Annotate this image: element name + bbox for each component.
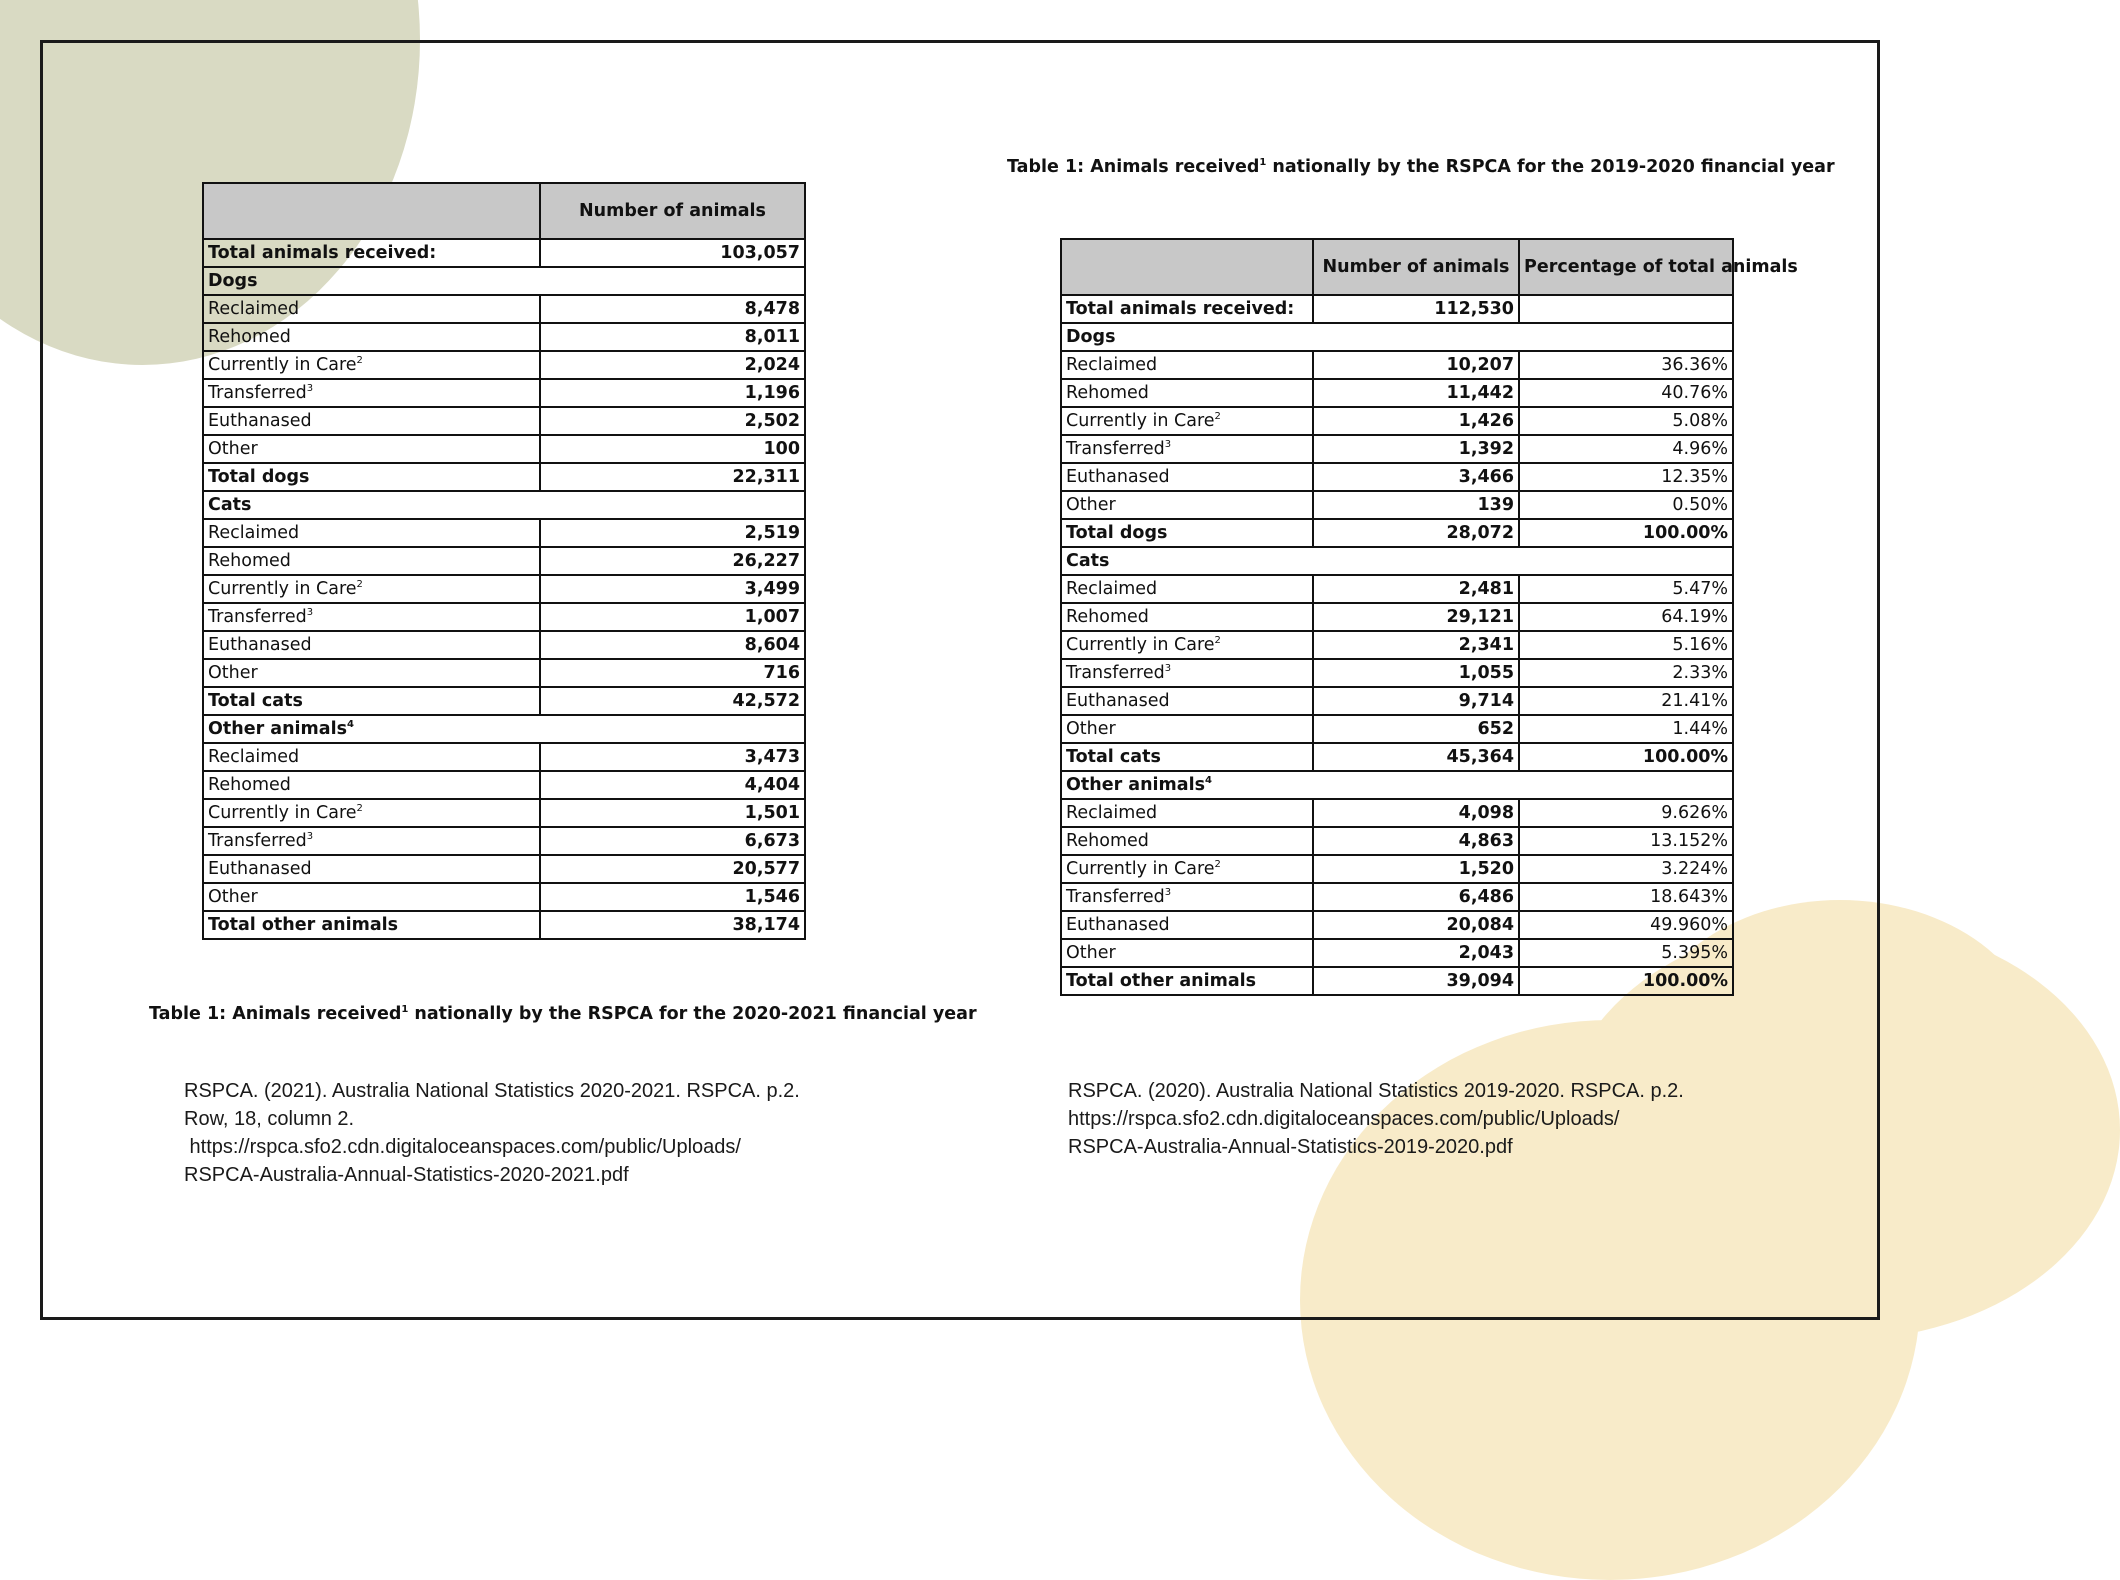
section-header-row xyxy=(1061,323,1733,351)
reference-url[interactable]: RSPCA-Australia-Annual-Statistics-2020-2021.pdf xyxy=(184,1164,629,1186)
header-blank-cell xyxy=(1061,239,1313,295)
table-row xyxy=(1061,715,1733,743)
row-label: Total animals received: xyxy=(1061,295,1313,323)
row-label: Euthanased xyxy=(203,407,540,435)
row-value: 1,426 xyxy=(1313,407,1519,435)
row-label: Rehomed xyxy=(203,323,540,351)
row-value: 2,341 xyxy=(1313,631,1519,659)
table-row xyxy=(1061,939,1733,967)
section-title: Dogs xyxy=(1061,323,1733,351)
row-percentage: 40.76% xyxy=(1519,379,1733,407)
section-title: Other animals$^4$ xyxy=(1061,771,1733,799)
row-label: Reclaimed xyxy=(1061,575,1313,603)
stats-table-2019-2020 xyxy=(1060,238,1798,996)
reference-url[interactable]: RSPCA-Australia-Annual-Statistics-2019-2020.pdf xyxy=(1068,1136,1513,1158)
reference-2020-2021 xyxy=(184,1077,800,1189)
row-value: 8,478 xyxy=(540,295,805,323)
section-total-row xyxy=(203,911,805,939)
row-percentage: 64.19% xyxy=(1519,603,1733,631)
table-row xyxy=(1061,883,1733,911)
section-header-row xyxy=(203,491,805,519)
row-label: Reclaimed xyxy=(1061,799,1313,827)
table-row xyxy=(203,603,805,631)
row-value: 1,520 xyxy=(1313,855,1519,883)
row-value: 45,364 xyxy=(1313,743,1519,771)
row-percentage: 12.35% xyxy=(1519,463,1733,491)
row-label: Rehomed xyxy=(1061,379,1313,407)
table-row xyxy=(203,547,805,575)
row-label: Total cats xyxy=(1061,743,1313,771)
row-label: Euthanased xyxy=(203,855,540,883)
table-row xyxy=(203,855,805,883)
row-label: Rehomed xyxy=(1061,827,1313,855)
row-label: Total other animals xyxy=(203,911,540,939)
row-value: 26,227 xyxy=(540,547,805,575)
total-received-row xyxy=(203,239,805,267)
section-total-row xyxy=(203,463,805,491)
row-value: 100 xyxy=(540,435,805,463)
row-value: 2,519 xyxy=(540,519,805,547)
row-value: 2,024 xyxy=(540,351,805,379)
row-label: Transferred$^3$ xyxy=(1061,659,1313,687)
table-row xyxy=(1061,603,1733,631)
row-label: Transferred$^3$ xyxy=(1061,435,1313,463)
row-value: 103,057 xyxy=(540,239,805,267)
row-percentage: 5.08% xyxy=(1519,407,1733,435)
column-header: Percentage of total animals xyxy=(1519,239,1733,295)
row-value: 28,072 xyxy=(1313,519,1519,547)
row-value: 4,404 xyxy=(540,771,805,799)
row-value: 2,043 xyxy=(1313,939,1519,967)
table-row xyxy=(203,379,805,407)
row-label: Euthanased xyxy=(203,631,540,659)
section-header-row xyxy=(1061,547,1733,575)
section-title: Other animals$^4$ xyxy=(203,715,805,743)
table-row xyxy=(203,295,805,323)
row-label: Rehomed xyxy=(203,547,540,575)
row-percentage: 18.643% xyxy=(1519,883,1733,911)
row-value: 42,572 xyxy=(540,687,805,715)
row-label: Rehomed xyxy=(1061,603,1313,631)
row-value: 11,442 xyxy=(1313,379,1519,407)
row-value: 3,499 xyxy=(540,575,805,603)
row-percentage xyxy=(1519,295,1733,323)
row-percentage: 2.33% xyxy=(1519,659,1733,687)
row-label: Reclaimed xyxy=(203,743,540,771)
table-row xyxy=(1061,351,1733,379)
row-label: Other xyxy=(203,659,540,687)
row-percentage: 3.224% xyxy=(1519,855,1733,883)
row-label: Total dogs xyxy=(203,463,540,491)
row-label: Reclaimed xyxy=(1061,351,1313,379)
table-row xyxy=(1061,379,1733,407)
row-percentage: 36.36% xyxy=(1519,351,1733,379)
row-label: Currently in Care$^2$ xyxy=(1061,631,1313,659)
row-percentage: 5.16% xyxy=(1519,631,1733,659)
row-value: 39,094 xyxy=(1313,967,1519,995)
row-value: 10,207 xyxy=(1313,351,1519,379)
row-value: 1,546 xyxy=(540,883,805,911)
row-value: 1,392 xyxy=(1313,435,1519,463)
section-header-row xyxy=(203,267,805,295)
row-value: 4,863 xyxy=(1313,827,1519,855)
row-percentage: 5.395% xyxy=(1519,939,1733,967)
row-value: 139 xyxy=(1313,491,1519,519)
row-value: 1,196 xyxy=(540,379,805,407)
row-label: Currently in Care$^2$ xyxy=(1061,407,1313,435)
row-label: Total dogs xyxy=(1061,519,1313,547)
row-value: 652 xyxy=(1313,715,1519,743)
row-label: Other xyxy=(1061,939,1313,967)
table-row xyxy=(203,407,805,435)
table-row xyxy=(1061,659,1733,687)
column-header: Number of animals xyxy=(540,183,805,239)
row-label: Euthanased xyxy=(1061,463,1313,491)
row-value: 3,466 xyxy=(1313,463,1519,491)
table-row xyxy=(203,827,805,855)
row-value: 38,174 xyxy=(540,911,805,939)
table-row xyxy=(1061,575,1733,603)
section-title: Cats xyxy=(1061,547,1733,575)
section-header-row xyxy=(1061,771,1733,799)
column-header: Number of animals xyxy=(1313,239,1519,295)
table-row xyxy=(1061,407,1733,435)
section-header-row xyxy=(203,715,805,743)
row-label: Other xyxy=(203,435,540,463)
row-label: Total cats xyxy=(203,687,540,715)
row-value: 112,530 xyxy=(1313,295,1519,323)
table-row xyxy=(1061,799,1733,827)
row-value: 1,501 xyxy=(540,799,805,827)
row-percentage: 100.00% xyxy=(1519,967,1733,995)
table-row xyxy=(203,659,805,687)
table-caption-2020-2021: Table 1: Animals received$^1$ nationally by the RSPCA for the 2020-2021 financial year xyxy=(149,1004,977,1024)
row-percentage: 100.00% xyxy=(1519,519,1733,547)
reference-line: RSPCA. (2021). Australia National Statistics 2020-2021. RSPCA. p.2. xyxy=(184,1080,800,1102)
row-value: 9,714 xyxy=(1313,687,1519,715)
row-value: 716 xyxy=(540,659,805,687)
table-row xyxy=(203,799,805,827)
table-row xyxy=(1061,855,1733,883)
table-row xyxy=(203,883,805,911)
row-label: Transferred$^3$ xyxy=(203,379,540,407)
row-label: Other xyxy=(1061,491,1313,519)
row-label: Currently in Care$^2$ xyxy=(203,351,540,379)
header-blank-cell xyxy=(203,183,540,239)
row-percentage: 49.960% xyxy=(1519,911,1733,939)
row-label: Reclaimed xyxy=(203,519,540,547)
row-label: Euthanased xyxy=(1061,911,1313,939)
table-row xyxy=(203,771,805,799)
row-value: 6,486 xyxy=(1313,883,1519,911)
row-label: Transferred$^3$ xyxy=(203,603,540,631)
table-caption-2019-2020: Table 1: Animals received$^1$ nationally by the RSPCA for the 2019-2020 financial year xyxy=(1007,157,1835,177)
row-value: 2,481 xyxy=(1313,575,1519,603)
section-total-row xyxy=(1061,519,1733,547)
row-value: 8,011 xyxy=(540,323,805,351)
reference-line: RSPCA. (2020). Australia National Statistics 2019-2020. RSPCA. p.2. xyxy=(1068,1080,1684,1102)
row-label: Transferred$^3$ xyxy=(203,827,540,855)
row-percentage: 1.44% xyxy=(1519,715,1733,743)
reference-line: Row, 18, column 2. xyxy=(184,1108,355,1130)
row-label: Rehomed xyxy=(203,771,540,799)
row-label: Total animals received: xyxy=(203,239,540,267)
reference-url[interactable]: https://rspca.sfo2.cdn.digitaloceanspaces.com/public/Uploads/ xyxy=(184,1136,741,1158)
table-row xyxy=(1061,827,1733,855)
row-label: Other xyxy=(203,883,540,911)
total-received-row xyxy=(1061,295,1733,323)
section-total-row xyxy=(203,687,805,715)
row-value: 6,673 xyxy=(540,827,805,855)
row-percentage: 4.96% xyxy=(1519,435,1733,463)
table-row xyxy=(203,435,805,463)
row-percentage: 0.50% xyxy=(1519,491,1733,519)
row-label: Transferred$^3$ xyxy=(1061,883,1313,911)
row-percentage: 13.152% xyxy=(1519,827,1733,855)
table-header-row xyxy=(203,183,805,239)
row-value: 3,473 xyxy=(540,743,805,771)
table-header-row xyxy=(1061,239,1733,295)
table-row xyxy=(203,519,805,547)
reference-url[interactable]: https://rspca.sfo2.cdn.digitaloceanspaces.com/public/Uploads/ xyxy=(1068,1108,1620,1130)
table-row xyxy=(203,575,805,603)
table-row xyxy=(203,631,805,659)
reference-2019-2020 xyxy=(1068,1077,1684,1161)
row-value: 22,311 xyxy=(540,463,805,491)
row-percentage: 100.00% xyxy=(1519,743,1733,771)
section-title: Cats xyxy=(203,491,805,519)
table-row xyxy=(1061,631,1733,659)
row-percentage: 5.47% xyxy=(1519,575,1733,603)
row-label: Currently in Care$^2$ xyxy=(1061,855,1313,883)
row-value: 20,577 xyxy=(540,855,805,883)
table-row xyxy=(203,351,805,379)
table-row xyxy=(1061,435,1733,463)
table-row xyxy=(203,323,805,351)
stats-table-2020-2021 xyxy=(202,182,806,940)
table-row xyxy=(1061,463,1733,491)
table-row xyxy=(203,743,805,771)
table-row xyxy=(1061,687,1733,715)
section-total-row xyxy=(1061,743,1733,771)
table-row xyxy=(1061,491,1733,519)
row-label: Other xyxy=(1061,715,1313,743)
row-value: 8,604 xyxy=(540,631,805,659)
row-value: 2,502 xyxy=(540,407,805,435)
row-label: Total other animals xyxy=(1061,967,1313,995)
row-value: 20,084 xyxy=(1313,911,1519,939)
row-percentage: 9.626% xyxy=(1519,799,1733,827)
row-label: Currently in Care$^2$ xyxy=(203,575,540,603)
section-title: Dogs xyxy=(203,267,805,295)
row-label: Euthanased xyxy=(1061,687,1313,715)
row-percentage: 21.41% xyxy=(1519,687,1733,715)
table-row xyxy=(1061,911,1733,939)
row-value: 1,055 xyxy=(1313,659,1519,687)
row-label: Reclaimed xyxy=(203,295,540,323)
row-label: Currently in Care$^2$ xyxy=(203,799,540,827)
row-value: 4,098 xyxy=(1313,799,1519,827)
row-value: 29,121 xyxy=(1313,603,1519,631)
section-total-row xyxy=(1061,967,1733,995)
row-value: 1,007 xyxy=(540,603,805,631)
